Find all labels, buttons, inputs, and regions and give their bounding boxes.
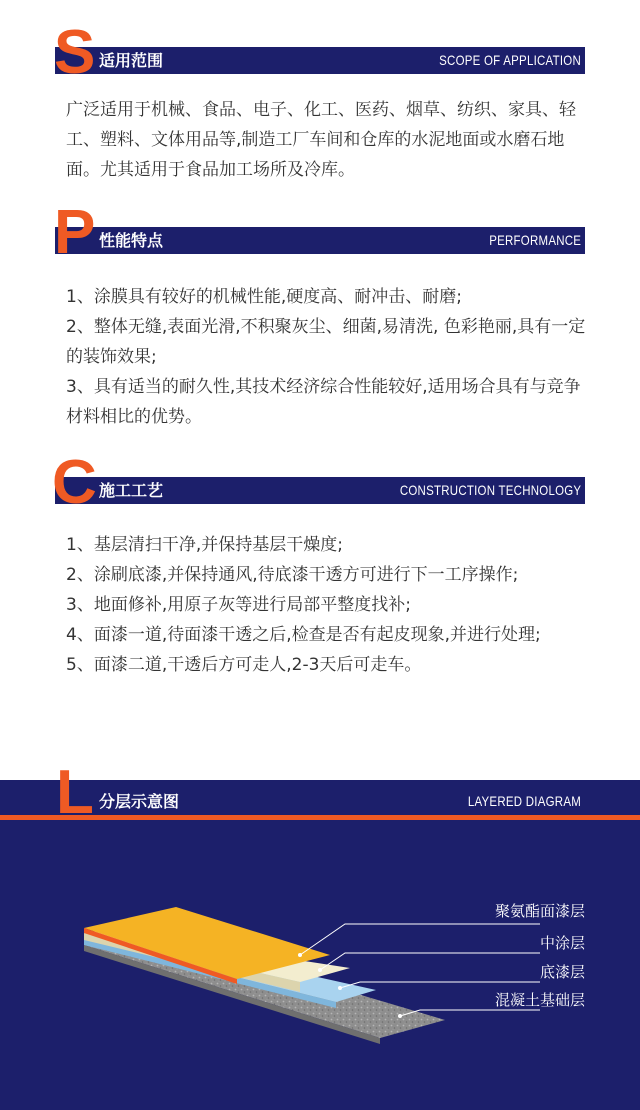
scope-text: 广泛适用于机械、食品、电子、化工、医药、烟草、纺织、家具、轻工、塑料、文体用品等,制造工厂车间和仓库的水泥地面或水磨石地面。尤其适用于食品加工场所及冷库。 [66,100,576,180]
layered-letter-l: L [56,758,92,827]
performance-letter-p: P [54,198,94,267]
construction-item: 2、涂刷底漆,并保持通风,待底漆干透方可进行下一工序操作; [66,565,519,585]
performance-header-bar [55,227,585,254]
construction-header-bar [55,477,585,504]
layer-label-top-coat: 聚氨酯面漆层 [494,902,585,920]
construction-item: 1、基层清扫干净,并保持基层干燥度; [66,535,343,555]
performance-title: 性能特点 [99,231,164,250]
scope-paragraph [66,95,588,185]
layer-label-mid-coat: 中涂层 [539,934,585,952]
layered-subtitle: LAYERED DIAGRAM [467,793,581,809]
construction-list [66,530,596,680]
performance-subtitle: PERFORMANCE [488,232,581,248]
performance-list [66,282,596,432]
performance-item: 1、涂膜具有较好的机械性能,硬度高、耐冲击、耐磨; [66,287,462,307]
construction-letter-c: C [52,448,95,517]
construction-subtitle: CONSTRUCTION TECHNOLOGY [399,482,581,498]
layer-label-primer: 底漆层 [539,963,585,981]
performance-item: 2、整体无缝,表面光滑,不积聚灰尘、细菌,易清洗, 色彩艳丽,具有一定的装饰效果; [66,317,586,367]
construction-item: 3、地面修补,用原子灰等进行局部平整度找补; [66,595,411,615]
scope-letter-s: S [54,18,94,87]
performance-item: 3、具有适当的耐久性,其技术经济综合性能较好,适用场合具有与竞争材料相比的优势。 [66,377,581,427]
layered-title: 分层示意图 [99,792,180,811]
construction-item: 4、面漆一道,待面漆干透之后,检查是否有起皮现象,并进行处理; [66,625,541,645]
scope-title: 适用范围 [99,51,164,70]
construction-title: 施工工艺 [99,481,164,500]
layered-header-bar [55,788,585,815]
scope-header-bar [55,47,585,74]
scope-subtitle: SCOPE OF APPLICATION [439,52,581,68]
construction-item: 5、面漆二道,干透后方可走人,2-3天后可走车。 [66,655,422,675]
layer-label-concrete: 混凝土基础层 [494,991,585,1009]
